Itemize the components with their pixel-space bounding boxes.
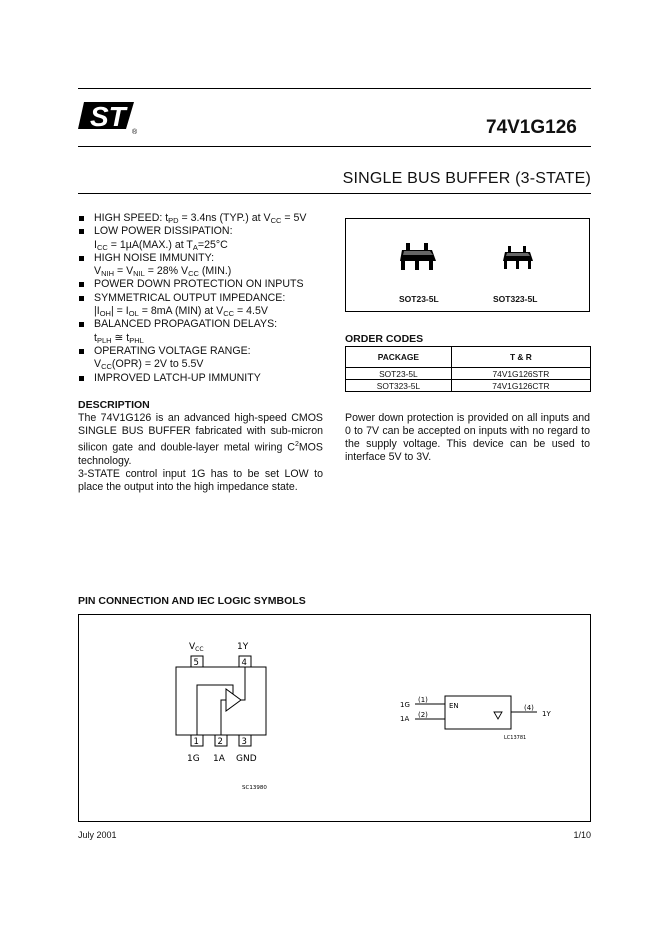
iec-box [445,696,511,729]
feature-item [78,252,340,265]
feature-text: =25°C [197,238,228,251]
pin-2: 2 [217,737,223,747]
footer-date: July 2001 [78,830,117,840]
sot23-package-icon [398,241,438,275]
feature-item [78,212,340,225]
order-codes-table [345,346,591,392]
pin-5: 5 [193,658,199,668]
table-row [346,380,591,392]
feature-text: = V [114,265,134,278]
code-right: LC13781 [504,735,527,741]
feature-text: HIGH SPEED: t [94,212,169,224]
st-logo-text: ST [90,101,126,132]
feature-text: LOW POWER DISSIPATION: [94,225,233,238]
subscript: OL [128,309,139,319]
pin-connection-diagram [79,615,590,821]
feature-text: = 28% V [144,265,189,278]
subscript: NIL [133,269,145,279]
feature-list [78,212,340,385]
pin-label-1g: 1G [187,754,200,764]
pin-3: 3 [241,737,247,747]
description-right: Power down protection is provided on all inputs and 0 to 7V can be accepted on inputs with no regard to the supply voltage. This device can be used to interface 5V to 3V. [345,412,590,464]
pin-4: 4 [241,658,247,668]
description-p2: 3-STATE control input 1G has to be set LOW to place the output into the high impedance state. [78,467,323,493]
order-codes-heading: ORDER CODES [345,333,424,345]
subscript: CC [223,309,235,319]
feature-text: | = I [110,305,129,318]
column-header-package: PACKAGE [346,347,452,368]
table-cell: SOT323-5L [346,380,452,392]
pin-label-1a: 1A [213,754,225,764]
pin-diagram-box [78,614,591,822]
subscript: A [192,242,198,252]
feature-text: (MIN.) [198,265,232,278]
feature-item [78,305,340,318]
feature-text: |I [94,305,100,318]
feature-text: t [94,331,97,344]
feature-text: IMPROVED LATCH-UP IMMUNITY [94,371,261,384]
subscript: NIH [101,269,114,279]
iec-output-1y: 1Y [542,710,551,718]
tristate-icon [494,712,502,719]
feature-item [78,278,340,291]
feature-text: ≅ t [111,331,130,344]
feature-text: OPERATING VOLTAGE RANGE: [94,344,251,357]
subscript: CC [96,242,108,252]
iec-input-1g: 1G [400,701,410,709]
iec-pin-2: (2) [418,711,428,719]
description-text [78,412,323,494]
feature-text: = 8mA (MIN) at V [138,305,224,318]
subscript: PD [168,216,179,225]
feature-item [78,239,340,252]
feature-item [78,332,340,345]
sot323-package-icon [501,245,535,273]
feature-item [78,372,340,385]
pin-1: 1 [193,737,199,747]
vcc-label: $V_{CC}$ [189,642,204,653]
iec-input-1a: 1A [400,715,410,723]
package-label-sot323: SOT323-5L [493,294,538,304]
description-heading: DESCRIPTION [78,399,150,411]
subscript: OH [99,309,111,319]
feature-item [78,358,340,371]
iec-en-label: EN [449,702,459,710]
feature-text: = 3.4ns (TYP.) at V [178,212,271,224]
subscript: CC [188,269,199,279]
package-label-sot23: SOT23-5L [399,294,439,304]
iec-pin-1: (1) [418,696,428,704]
feature-text: (OPR) = 2V to 5.5V [111,358,204,371]
description-p1: The 74V1G126 is an advanced high-speed CMOS SINGLE BUS BUFFER fabricated with sub-micron silicon gate and double-layer metal wiring C [78,412,323,454]
feature-text: = 4.5V [234,305,268,318]
code-left: SC13980 [242,785,267,791]
pin-section-heading: PIN CONNECTION AND IEC LOGIC SYMBOLS [78,595,306,607]
title-rule [78,146,591,147]
part-number: 74V1G126 [486,117,577,138]
feature-item [78,345,340,358]
pin-label-gnd: GND [236,754,257,764]
feature-text: POWER DOWN PROTECTION ON INPUTS [94,278,304,291]
feature-text: SYMMETRICAL OUTPUT IMPEDANCE: [94,291,286,304]
footer-page: 1/10 [573,830,591,840]
out-top-label: 1Y [237,642,249,652]
st-logo [78,97,142,137]
feature-text: V [94,358,102,371]
table-cell: 74V1G126CTR [451,380,590,392]
feature-item [78,318,340,331]
top-rule [78,88,591,89]
subscript: PHL [129,335,144,345]
feature-text: = 1µA(MAX.) at T [107,238,193,251]
subscript: CC [270,216,282,225]
feature-item [78,225,340,238]
description-p1-end: MOS technology. [78,441,323,467]
feature-text: = 5V [281,212,307,224]
feature-text: BALANCED PROPAGATION DELAYS: [94,318,278,331]
feature-item [78,292,340,305]
svg-text:®: ® [132,129,138,136]
table-cell: 74V1G126STR [451,368,590,380]
table-cell: SOT23-5L [346,368,452,380]
package-box [345,218,590,312]
subscript: PLH [96,335,112,345]
subtitle: SINGLE BUS BUFFER (3-STATE) [342,170,591,187]
table-row [346,368,591,380]
feature-text: I [94,238,97,251]
iec-pin-4: (4) [524,704,534,712]
feature-text: V [94,265,102,278]
feature-item [78,265,340,278]
feature-text: HIGH NOISE IMMUNITY: [94,251,215,264]
column-header-tr: T & R [451,347,590,368]
subtitle-rule [78,193,591,194]
description-p1-sup: 2 [294,441,299,449]
subscript: CC [101,362,112,372]
